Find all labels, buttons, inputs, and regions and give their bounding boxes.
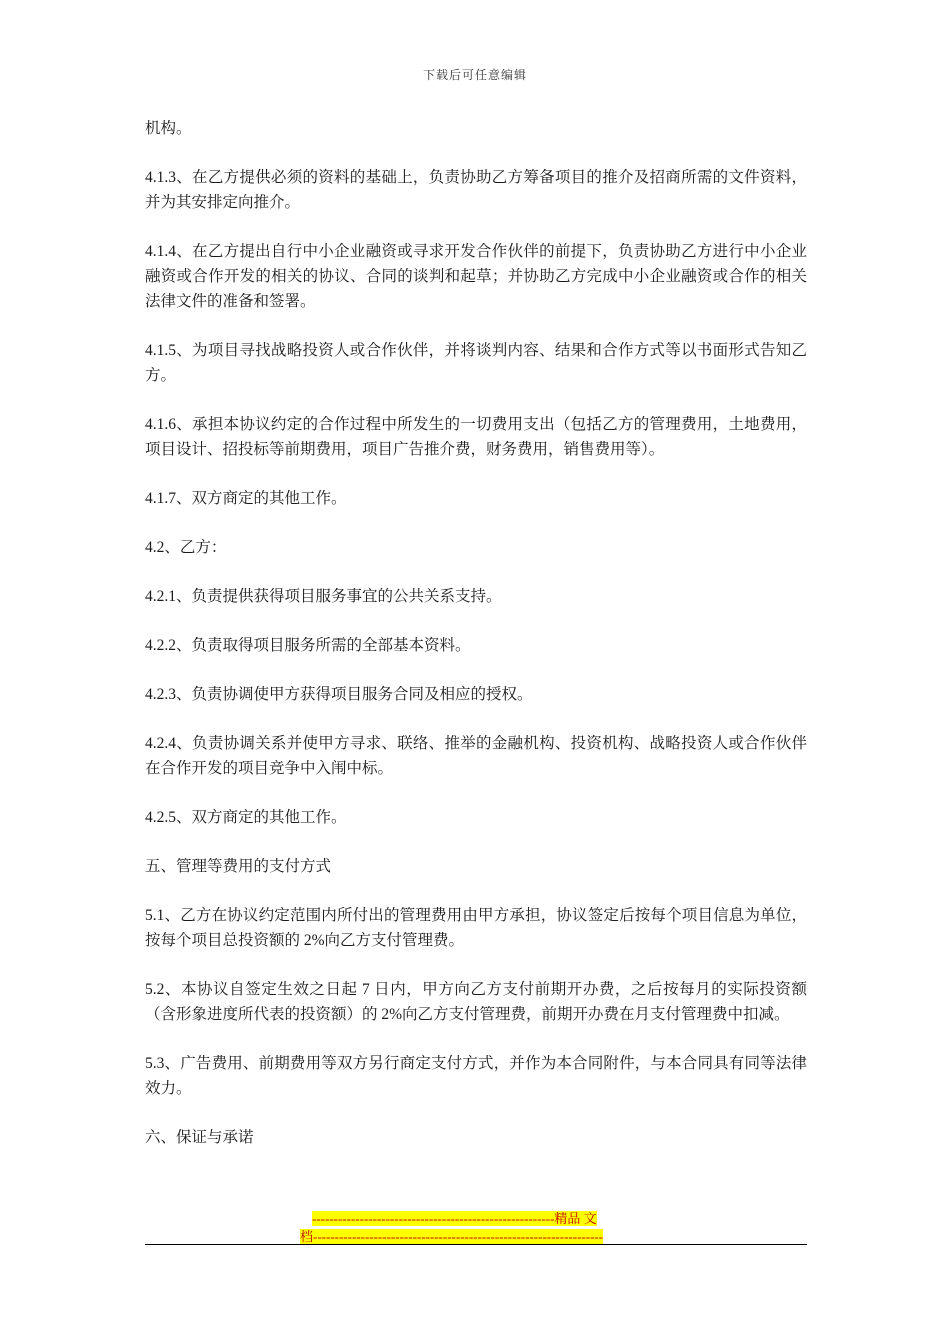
document-body xyxy=(145,116,807,1174)
footer-watermark-line1: --------------------------------------------------------精品 文 xyxy=(312,1211,597,1226)
clause-4-1-7: 4.1.7、双方商定的其他工作。 xyxy=(145,490,347,507)
clause-4-1-4: 4.1.4、在乙方提出自行中小企业融资或寻求开发合作伙伴的前提下，负责协助乙方进行中小企业融资或合作开发的相关的协议、合同的谈判和起草；并协助乙方完成中小企业融资或合作的相关法律文件的准备和签署。 xyxy=(145,243,807,310)
section-6-heading: 六、保证与承诺 xyxy=(145,1129,254,1146)
footer-divider xyxy=(145,1244,807,1245)
footer-watermark xyxy=(300,1210,650,1246)
clause-5-3: 5.3、广告费用、前期费用等双方另行商定支付方式，并作为本合同附件，与本合同具有同等法律效力。 xyxy=(145,1055,807,1097)
clause-4-2-5: 4.2.5、双方商定的其他工作。 xyxy=(145,809,347,826)
clause-5-1: 5.1、乙方在协议约定范围内所付出的管理费用由甲方承担，协议签定后按每个项目信息为单位，按每个项目总投资额的 2%向乙方支付管理费。 xyxy=(145,907,807,949)
footer-watermark-line2: 档------------------------------------------------------------------- xyxy=(300,1229,604,1244)
clause-4-1-3: 4.1.3、在乙方提供必须的资料的基础上，负责协助乙方筹备项目的推介及招商所需的文件资料，并为其安排定向推介。 xyxy=(145,169,807,211)
section-5-heading: 五、管理等费用的支付方式 xyxy=(145,858,332,875)
clause-4-2-3: 4.2.3、负责协调使甲方获得项目服务合同及相应的授权。 xyxy=(145,686,533,703)
page-header: 下载后可任意编辑 xyxy=(422,68,527,82)
clause-4-1-6: 4.1.6、承担本协议约定的合作过程中所发生的一切费用支出（包括乙方的管理费用，土地费用，项目设计、招投标等前期费用，项目广告推介费，财务费用，销售费用等）。 xyxy=(145,416,807,458)
paragraph-continuation: 机构。 xyxy=(145,120,192,137)
clause-4-2-2: 4.2.2、负责取得项目服务所需的全部基本资料。 xyxy=(145,637,471,654)
clause-4-2-4: 4.2.4、负责协调关系并使甲方寻求、联络、推举的金融机构、投资机构、战略投资人或合作伙伴在合作开发的项目竞争中入闱中标。 xyxy=(145,735,807,777)
clause-4-2-heading: 4.2、乙方： xyxy=(145,539,227,556)
clause-5-2: 5.2、本协议自签定生效之日起 7 日内，甲方向乙方支付前期开办费，之后按每月的实际投资额（含形象进度所代表的投资额）的 2%向乙方支付管理费，前期开办费在月支付管理费中扣减。 xyxy=(145,981,807,1023)
clause-4-1-5: 4.1.5、为项目寻找战略投资人或合作伙伴，并将谈判内容、结果和合作方式等以书面形式告知乙方。 xyxy=(145,342,807,384)
clause-4-2-1: 4.2.1、负责提供获得项目服务事宜的公共关系支持。 xyxy=(145,588,502,605)
